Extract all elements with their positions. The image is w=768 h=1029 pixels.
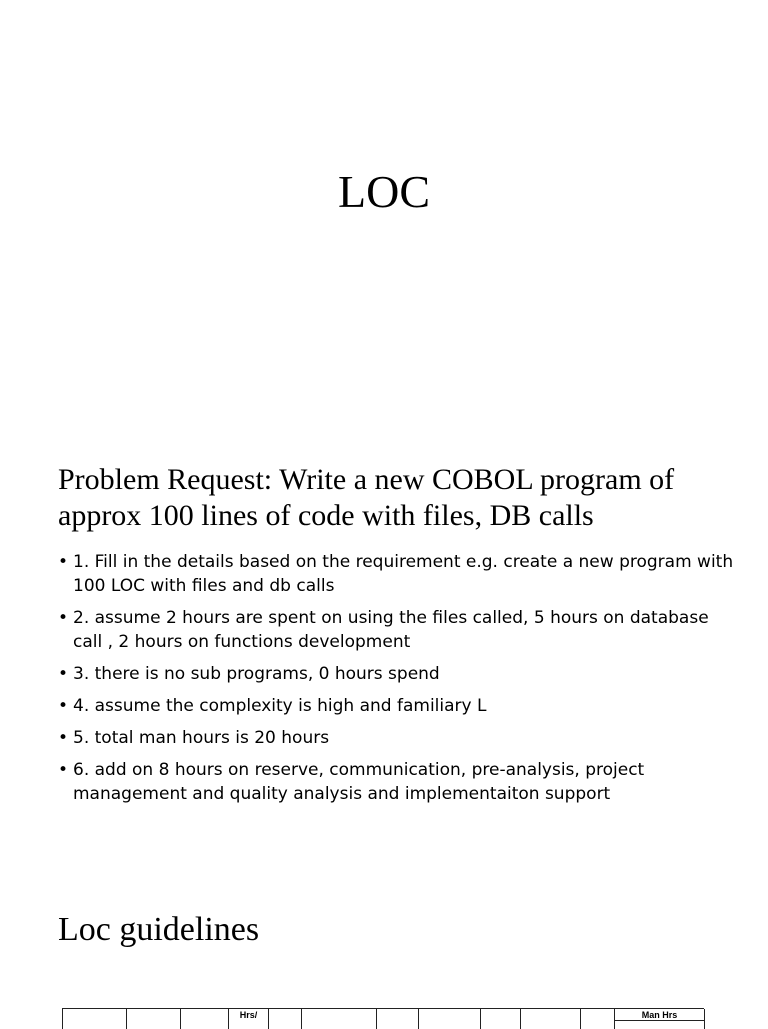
table-header-cell	[181, 1009, 229, 1029]
table-header-cell: Hrs/	[229, 1009, 269, 1029]
loc-guidelines-heading: Loc guidelines	[58, 911, 260, 948]
list-item	[58, 758, 738, 806]
table-header-cell	[419, 1009, 481, 1029]
bullet-icon: •	[58, 760, 69, 780]
bullet-icon: •	[58, 696, 69, 716]
bullet-icon: •	[58, 608, 69, 628]
list-item	[58, 694, 738, 718]
bullet-icon: •	[58, 728, 69, 748]
list-item-text: 6. add on 8 hours on reserve, communication, pre-analysis, project management and quality analysis and implementaiton support	[73, 760, 645, 804]
table-header-cell: Man Hrs	[615, 1009, 705, 1029]
table-header-cell	[521, 1009, 581, 1029]
list-item	[58, 550, 738, 598]
table-header-cell	[269, 1009, 302, 1029]
instruction-list	[58, 550, 738, 814]
list-item-text: 2. assume 2 hours are spent on using the files called, 5 hours on database call , 2 hours on functions development	[73, 608, 709, 652]
table-header-cell	[581, 1009, 615, 1029]
list-item-text: 3. there is no sub programs, 0 hours spend	[73, 664, 440, 684]
list-item-text: 4. assume the complexity is high and familiary L	[73, 696, 487, 716]
list-item	[58, 726, 738, 750]
loc-guidelines-table	[62, 1008, 704, 1029]
table-header-cell	[63, 1009, 127, 1029]
problem-request-heading: Problem Request: Write a new COBOL program of approx 100 lines of code with files, DB calls	[58, 463, 675, 532]
list-item-text: 5. total man hours is 20 hours	[73, 728, 330, 748]
table-header-row	[63, 1009, 705, 1029]
table-header-cell	[302, 1009, 377, 1029]
slide-title: LOC	[338, 166, 430, 217]
list-item-text: 1. Fill in the details based on the requirement e.g. create a new program with 100 LOC with files and db calls	[73, 552, 734, 596]
table-header-cell	[481, 1009, 521, 1029]
list-item	[58, 662, 738, 686]
bullet-icon: •	[58, 664, 69, 684]
bullet-icon: •	[58, 552, 69, 572]
table-rule	[615, 1020, 704, 1021]
list-item	[58, 606, 738, 654]
table-header-cell	[127, 1009, 181, 1029]
table-header-cell	[377, 1009, 419, 1029]
